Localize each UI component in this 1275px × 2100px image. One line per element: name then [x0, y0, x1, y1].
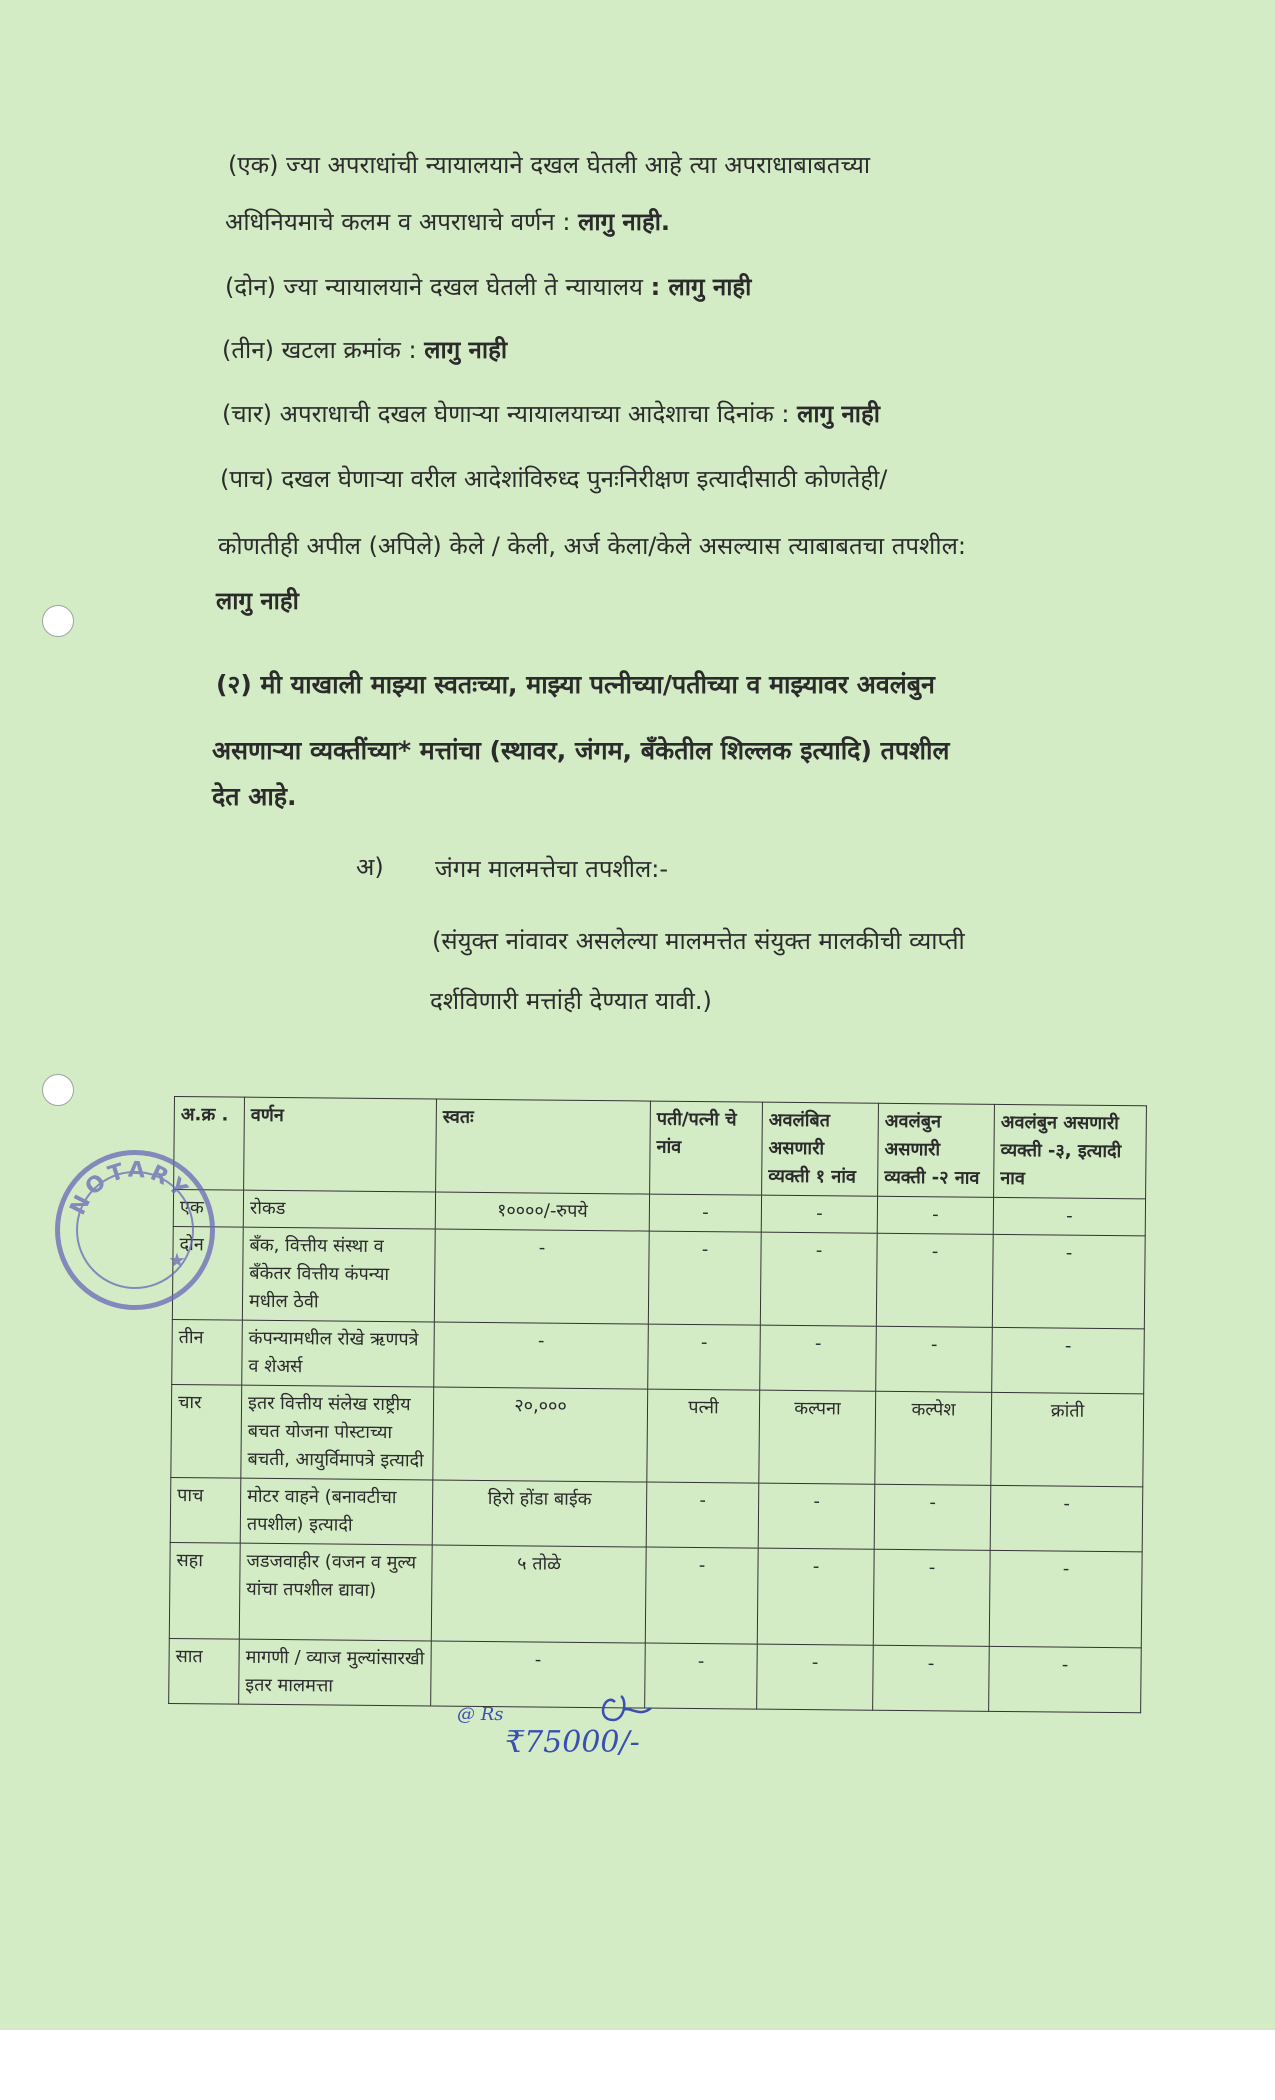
cell-description: बँक, वित्तीय संस्था व बँकेतर वित्तीय कंपन्या मधील ठेवी — [242, 1227, 435, 1322]
header-serial: अ.क्र . — [174, 1097, 245, 1191]
cell-dependent-2: - — [876, 1326, 993, 1392]
cell-dependent-2: कल्पेश — [875, 1391, 992, 1485]
scan-bottom-margin — [0, 2030, 1275, 2100]
header-spouse: पती/पत्नी चे नांव — [650, 1101, 763, 1195]
cell-dependent-3: - — [992, 1234, 1145, 1328]
clause-four-line — [222, 397, 880, 431]
cell-dependent-1: - — [758, 1483, 875, 1549]
cell-serial: सहा — [169, 1542, 240, 1639]
cell-spouse: - — [648, 1231, 761, 1325]
section-a-title: जंगम मालमत्तेचा तपशील:- — [435, 855, 669, 883]
cell-serial: चार — [171, 1384, 242, 1478]
cell-self: हिरो होंडा बाईक — [432, 1480, 647, 1547]
svg-text:NOTARY: NOTARY — [65, 1157, 195, 1220]
handwritten-value-annotation — [455, 1690, 665, 1760]
clause-five-line1: (पाच) दखल घेणाऱ्या वरील आदेशांविरुध्द पुनःनिरीक्षण इत्यादीसाठी कोणतेही/ — [220, 465, 888, 493]
clause-three-line — [222, 333, 507, 367]
clause-one-line2 — [225, 205, 670, 239]
cell-spouse: - — [649, 1194, 761, 1232]
table-row — [171, 1384, 1144, 1486]
cell-description: इतर वित्तीय संलेख राष्ट्रीय बचत योजना पोस्टाच्या बचती, आयुर्विमापत्रे इत्यादी — [241, 1385, 434, 1480]
movable-assets-table — [168, 1096, 1147, 1713]
clause-two-text: (दोन) ज्या न्यायालयाने दखल घेतली ते न्यायालय — [225, 273, 651, 301]
clause-two-line — [225, 270, 751, 304]
header-self: स्वतः — [436, 1099, 651, 1194]
clause-five-line2: कोणतीही अपील (अपिले) केले / केली, अर्ज केला/केले असल्यास त्याबाबतचा तपशील: — [218, 532, 966, 560]
table-row — [172, 1226, 1145, 1328]
cell-serial: दोन — [172, 1226, 243, 1320]
cell-dependent-2: - — [874, 1484, 991, 1550]
cell-dependent-3: - — [989, 1646, 1142, 1712]
table-row — [172, 1319, 1145, 1393]
table-header-row — [174, 1097, 1147, 1199]
punch-hole — [42, 1074, 74, 1106]
cell-spouse: - — [645, 1547, 758, 1644]
header-dependent-2: अवलंबुन असणारी व्यक्ती -२ नाव — [878, 1103, 995, 1197]
cell-dependent-1: - — [761, 1195, 877, 1233]
clause-three-value: लागु नाही — [424, 336, 508, 364]
cell-serial: पाच — [170, 1477, 241, 1543]
cell-dependent-3: - — [992, 1327, 1145, 1393]
section-a-marker: अ) — [356, 853, 384, 881]
cell-dependent-3: - — [993, 1197, 1145, 1235]
cell-self: - — [431, 1641, 646, 1708]
cell-dependent-1: कल्पना — [759, 1390, 876, 1484]
cell-spouse: - — [645, 1643, 758, 1709]
table-row — [169, 1542, 1142, 1647]
section-a-note-line2: दर्शविणारी मत्तांही देण्यात यावी.) — [430, 987, 712, 1015]
cell-dependent-1: - — [757, 1644, 874, 1710]
clause-two-value: : लागु नाही — [650, 273, 752, 301]
cell-self: - — [434, 1322, 649, 1389]
cell-dependent-2: - — [877, 1196, 993, 1234]
cell-dependent-1: - — [760, 1232, 877, 1326]
notary-stamp — [55, 1150, 215, 1310]
para-two-line1: (२) मी याखाली माझ्या स्वतःच्या, माझ्या पत्नीच्या/पतीच्या व माझ्यावर अवलंबुन — [216, 670, 935, 699]
clause-one-line1: (एक) ज्या अपराधांची न्यायालयाने दखल घेतली आहे त्या अपराधाबाबतच्या — [228, 151, 871, 179]
para-two-line2: असणाऱ्या व्यक्तींच्या* मत्तांचा (स्थावर, जंगम, बँकेतील शिल्लक इत्यादि) तपशील — [212, 736, 950, 765]
cell-dependent-3: क्रांती — [991, 1392, 1144, 1486]
cell-dependent-1: - — [760, 1325, 877, 1391]
cell-serial: एक — [173, 1190, 243, 1228]
cell-self: २०,००० — [433, 1387, 648, 1482]
cell-description: जडजवाहीर (वजन व मुल्य यांचा तपशील द्यावा) — [239, 1543, 432, 1641]
cell-dependent-3: - — [989, 1550, 1142, 1647]
clause-four-text: (चार) अपराधाची दखल घेणाऱ्या न्यायालयाच्या आदेशाचा दिनांक : — [222, 400, 798, 428]
header-dependent-1: अवलंबित असणारी व्यक्ती १ नांव — [762, 1102, 879, 1196]
cell-self: ५ तोळे — [431, 1545, 646, 1643]
header-dependent-3: अवलंबुन असणारी व्यक्ती -३, इत्यादी नाव — [994, 1104, 1147, 1198]
section-a-note-line1: (संयुक्त नांवावर असलेल्या मालमत्तेत संयुक्त मालकीची व्याप्ती — [432, 927, 965, 955]
cell-description: मागणी / व्याज मुल्यांसारखी इतर मालमत्ता — [239, 1639, 432, 1706]
cell-dependent-1: - — [757, 1548, 874, 1645]
cell-dependent-2: - — [873, 1645, 990, 1711]
cell-spouse: - — [648, 1324, 761, 1390]
cell-spouse: पत्नी — [647, 1389, 760, 1483]
svg-text:★: ★ — [168, 1248, 186, 1272]
cell-description: मोटर वाहने (बनावटीचा तपशील) इत्यादी — [240, 1478, 433, 1545]
cell-spouse: - — [646, 1482, 759, 1548]
cell-serial: सात — [169, 1638, 240, 1704]
clause-five-value: लागु नाही — [216, 587, 299, 615]
notary-stamp-lettering — [60, 1155, 210, 1305]
cell-self: १००००/-रुपये — [435, 1192, 649, 1231]
cell-dependent-2: - — [873, 1549, 990, 1646]
cell-description: रोकड — [243, 1190, 435, 1229]
punch-hole — [42, 605, 74, 637]
cell-dependent-3: - — [990, 1485, 1143, 1551]
cell-self: - — [434, 1229, 649, 1324]
table-row — [170, 1477, 1143, 1551]
clause-three-text: (तीन) खटला क्रमांक : — [222, 336, 425, 364]
clause-one-line2-text: अधिनियमाचे कलम व अपराधाचे वर्णन : — [225, 208, 579, 236]
cell-serial: तीन — [172, 1319, 243, 1385]
cell-dependent-2: - — [876, 1233, 993, 1327]
clause-four-value: लागु नाही — [797, 400, 880, 428]
para-two-line3: देत आहे. — [212, 782, 297, 811]
svg-text:@ Rs: @ Rs — [457, 1704, 504, 1725]
cell-description: कंपन्यामधील रोखे ऋणपत्रे व शेअर्स — [242, 1320, 435, 1387]
clause-one-value: लागु नाही. — [578, 208, 671, 236]
header-description: वर्णन — [244, 1097, 437, 1192]
svg-text:₹75000/-: ₹75000/- — [505, 1725, 640, 1760]
